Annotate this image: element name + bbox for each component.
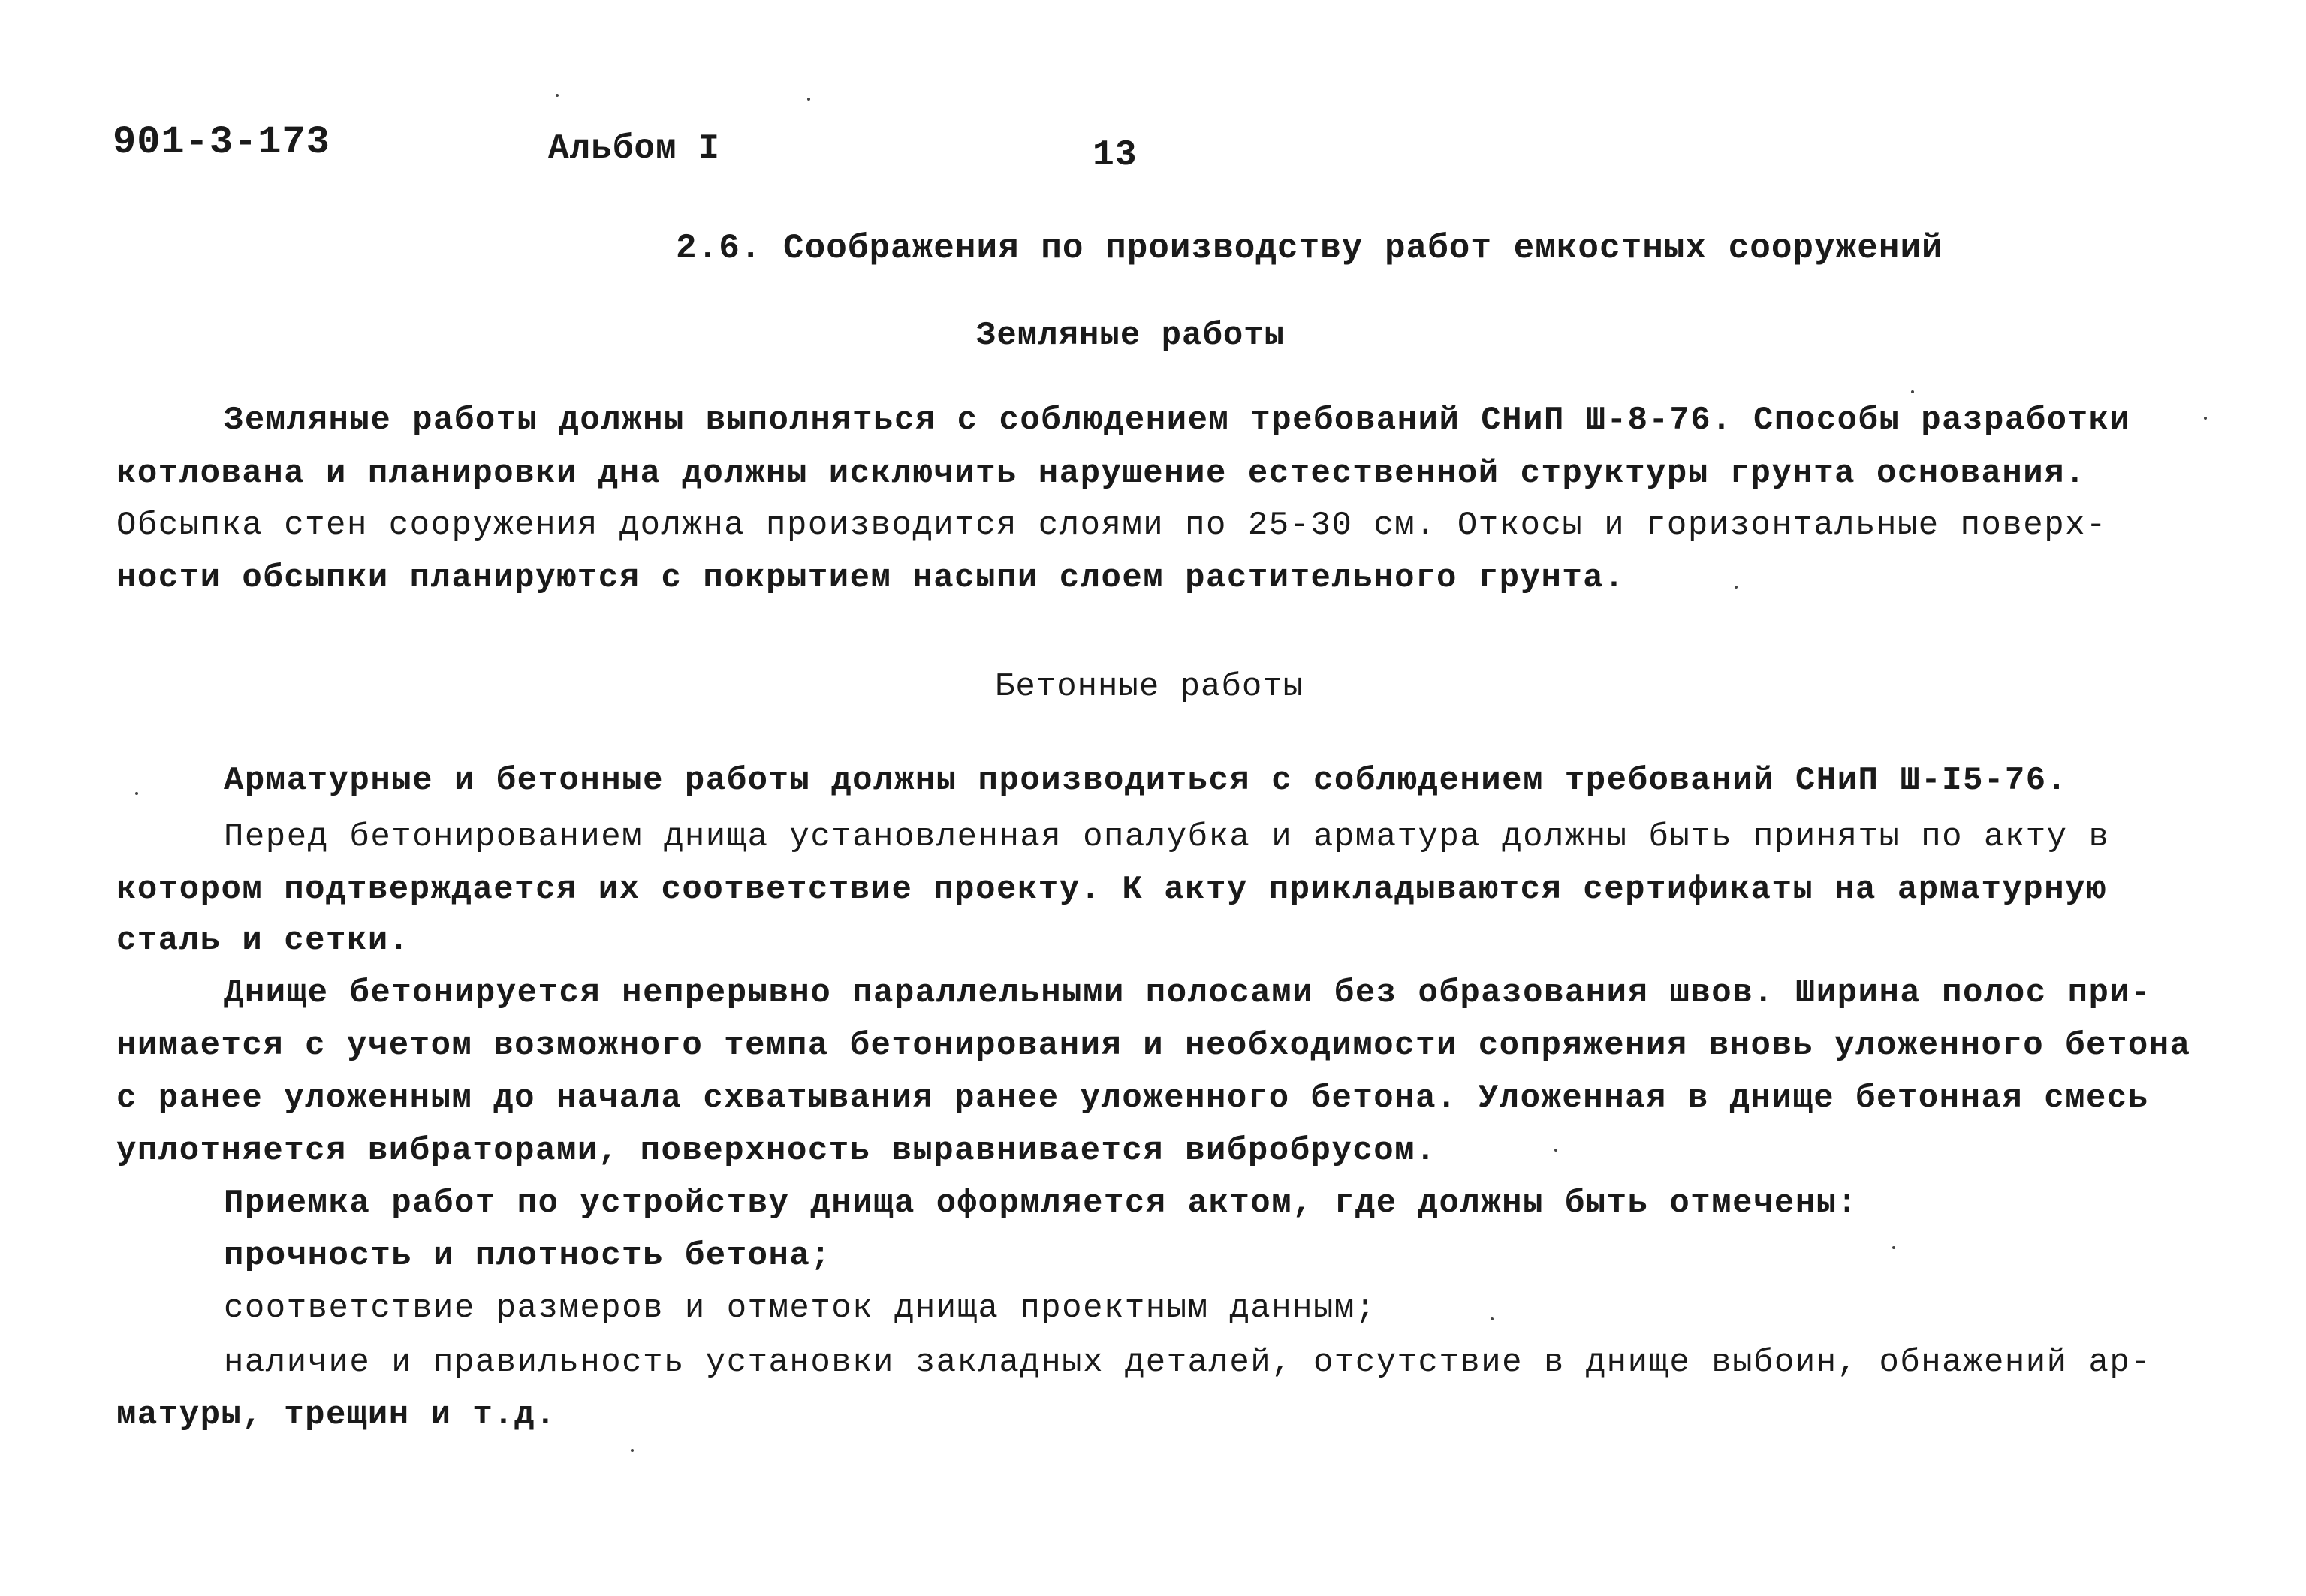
scan-speck <box>1892 1246 1895 1249</box>
earthworks-line-1: Земляные работы должны выполняться с соблюдением требований СНиП Ш-8-76. Способы разработки <box>224 402 2131 439</box>
concrete-line-2: Перед бетонированием днища установленная опалубка и арматура должны быть приняты по акту в <box>224 818 2110 856</box>
scan-speck <box>807 98 810 101</box>
section-title: 2.6. Соображения по производству работ емкостных сооружений <box>676 229 1943 268</box>
album-label: Альбом I <box>548 129 720 168</box>
earthworks-heading: Земляные работы <box>976 317 1286 354</box>
concrete-line-12: наличие и правильность установки закладных деталей, отсутствие в днище выбоин, обнажений ар- <box>224 1344 2152 1381</box>
concrete-line-4: сталь и сетки. <box>116 922 410 959</box>
concrete-line-1: Арматурные и бетонные работы должны производиться с соблюдением требований СНиП Ш-I5-76. <box>224 762 2068 800</box>
concrete-line-6: нимается с учетом возможного темпа бетонирования и необходимости сопряжения вновь уложенного бетона <box>116 1027 2191 1065</box>
document-code: 901-3-173 <box>113 120 330 164</box>
scan-speck <box>1735 586 1738 589</box>
concrete-heading: Бетонные работы <box>995 668 1304 706</box>
earthworks-line-2: котлована и планировки дна должны исключить нарушение естественной структуры грунта основания. <box>116 455 2087 492</box>
scan-speck <box>135 792 138 795</box>
scan-speck <box>631 1449 634 1452</box>
scan-speck <box>1554 1149 1557 1152</box>
concrete-line-3: котором подтверждается их соответствие проекту. К акту прикладываются сертификаты на арматурную <box>116 871 2107 908</box>
concrete-line-13: матуры, трещин и т.д. <box>116 1396 556 1434</box>
page-number: 13 <box>1093 135 1138 176</box>
concrete-line-11: соответствие размеров и отметок днища проектным данным; <box>224 1290 1376 1327</box>
scan-speck <box>1491 1317 1494 1320</box>
scan-speck <box>556 94 559 97</box>
concrete-line-5: Днище бетонируется непрерывно параллельными полосами без образования швов. Ширина полос при- <box>224 974 2152 1012</box>
concrete-line-8: уплотняется вибраторами, поверхность выравнивается вибробрусом. <box>116 1132 1436 1170</box>
earthworks-line-3: Обсыпка стен сооружения должна производится слоями по 25-30 см. Откосы и горизонтальные поверх- <box>116 507 2107 544</box>
concrete-line-7: с ранее уложенным до начала схватывания ранее уложенного бетона. Уложенная в днище бетонная смесь <box>116 1080 2149 1117</box>
scan-speck <box>1911 390 1914 393</box>
earthworks-line-4: ности обсыпки планируются с покрытием насыпи слоем растительного грунта. <box>116 559 1626 597</box>
scan-speck <box>2204 417 2207 420</box>
concrete-line-9: Приемка работ по устройству днища оформляется актом, где должны быть отмечены: <box>224 1185 1858 1222</box>
concrete-line-10: прочность и плотность бетона; <box>224 1237 832 1275</box>
